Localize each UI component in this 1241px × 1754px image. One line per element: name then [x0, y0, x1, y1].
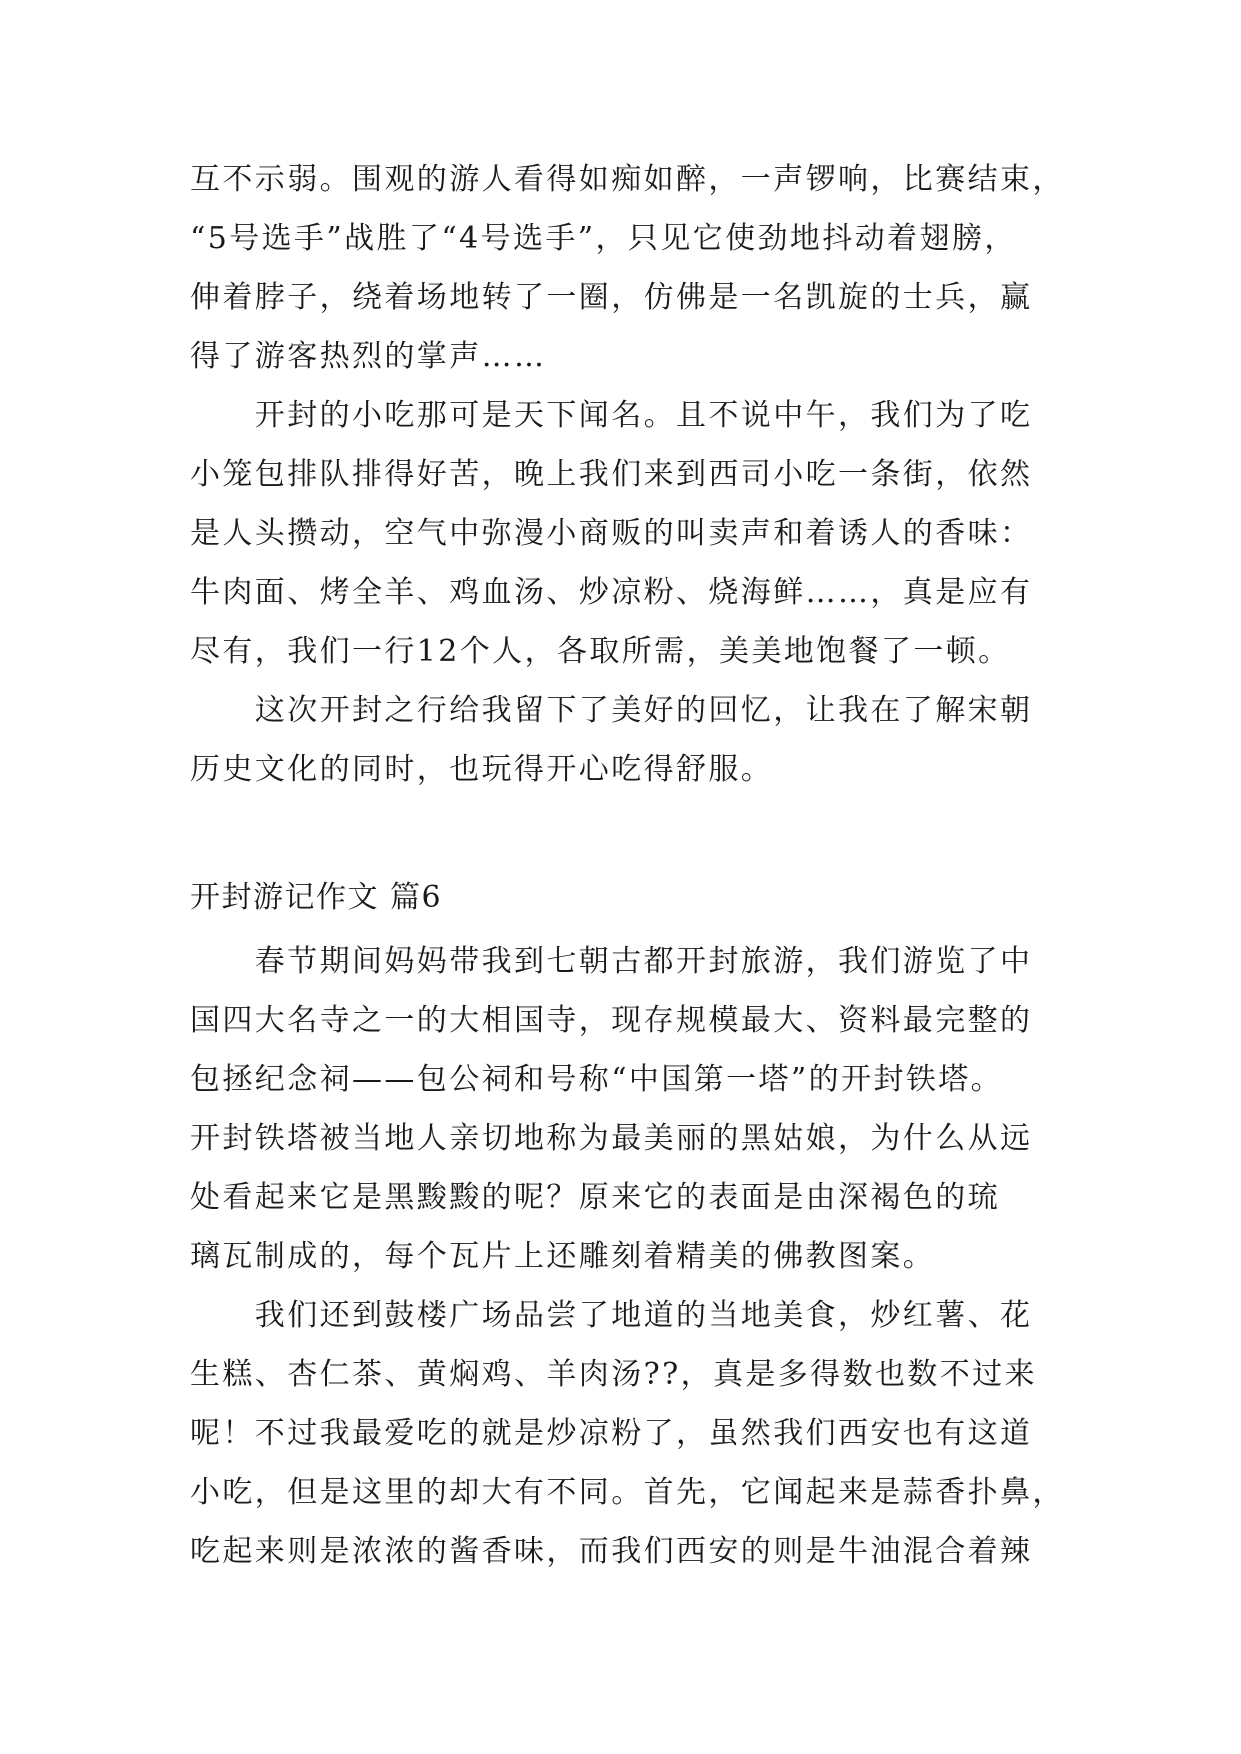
text-line: 是人头攒动，空气中弥漫小商贩的叫卖声和着诱人的香味： — [190, 516, 1033, 551]
section-heading — [190, 868, 1070, 927]
text-line: 伸着脖子，绕着场地转了一圈，仿佛是一名凯旋的士兵，赢 — [190, 280, 1033, 315]
text-line: 开封铁塔被当地人亲切地称为最美丽的黑姑娘，为什么从远 — [190, 1121, 1033, 1156]
text-line: 春节期间妈妈带我到七朝古都开封旅游，我们游览了中 — [190, 944, 1033, 979]
text-line: 国四大名寺之一的大相国寺，现存规模最大、资料最完整的 — [190, 1003, 1033, 1038]
text-line: 小笼包排队排得好苦，晚上我们来到西司小吃一条街，依然 — [190, 457, 1033, 492]
text-line: 开封的小吃那可是天下闻名。且不说中午，我们为了吃 — [190, 398, 1033, 433]
paragraph-intro — [190, 932, 1070, 1286]
paragraph-snacks — [190, 386, 1070, 681]
text-line: 我们还到鼓楼广场品尝了地道的当地美食，炒红薯、花 — [190, 1298, 1033, 1333]
section-title: 开封游记作文 篇6 — [190, 880, 443, 915]
text-line: 历史文化的同时，也玩得开心吃得舒服。 — [190, 752, 774, 787]
text-line: 互不示弱。围观的游人看得如痴如醉，一声锣响，比赛结束， — [190, 162, 1065, 197]
text-line: 尽有，我们一行12个人，各取所需，美美地饱餐了一顿。 — [190, 634, 1011, 669]
text-line: 得了游客热烈的掌声…… — [190, 339, 547, 374]
text-line: 吃起来则是浓浓的酱香味，而我们西安的则是牛油混合着辣 — [190, 1534, 1033, 1569]
text-line: 呢！不过我最爱吃的就是炒凉粉了，虽然我们西安也有这道 — [190, 1416, 1033, 1451]
text-line: “5号选手”战胜了“4号选手”，只见它使劲地抖动着翅膀， — [190, 221, 1017, 256]
text-line: 这次开封之行给我留下了美好的回忆，让我在了解宋朝 — [190, 693, 1033, 728]
text-line: 璃瓦制成的，每个瓦片上还雕刻着精美的佛教图案。 — [190, 1239, 936, 1274]
text-line: 处看起来它是黑黢黢的呢？原来它的表面是由深褐色的琉 — [190, 1180, 1000, 1215]
text-line: 包拯纪念祠——包公祠和号称“中国第一塔”的开封铁塔。 — [190, 1062, 1004, 1097]
paragraph-food — [190, 1286, 1070, 1581]
text-line: 牛肉面、烤全羊、鸡血汤、炒凉粉、烧海鲜……，真是应有 — [190, 575, 1033, 610]
paragraph-conclusion — [190, 681, 1070, 799]
text-line: 生糕、杏仁茶、黄焖鸡、羊肉汤??，真是多得数也数不过来 — [190, 1357, 1037, 1392]
text-line: 小吃，但是这里的却大有不同。首先，它闻起来是蒜香扑鼻， — [190, 1475, 1065, 1510]
paragraph-continuation — [190, 150, 1070, 386]
